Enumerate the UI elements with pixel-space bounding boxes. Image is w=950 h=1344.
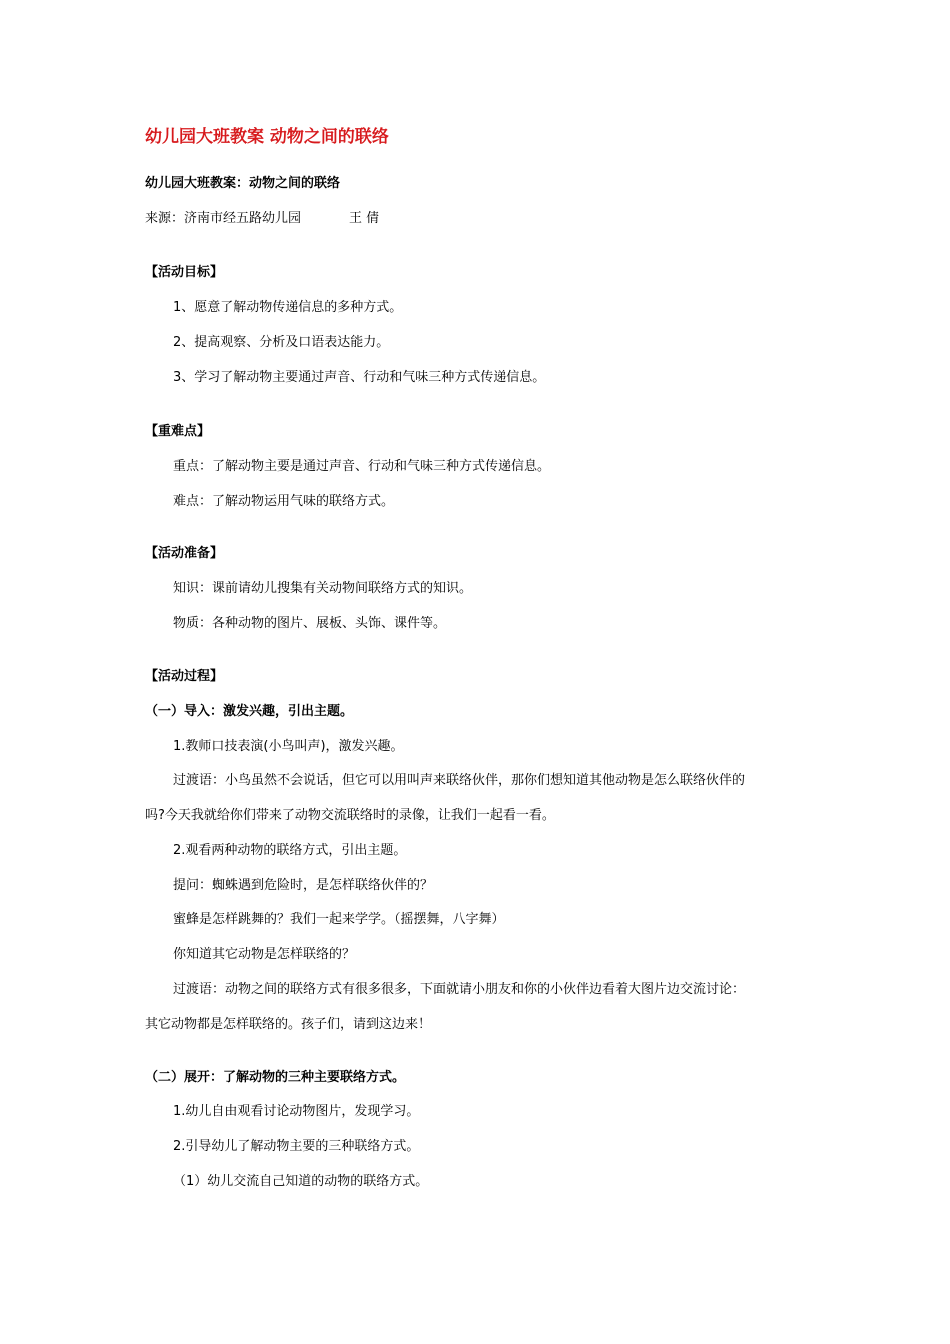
process-part1-line: 1.教师口技表演(小鸟叫声)，激发兴趣。	[173, 739, 404, 754]
preparation-heading: 【活动准备】	[145, 546, 224, 561]
process-part1-line: 蜜蜂是怎样跳舞的？我们一起来学学。（摇摆舞，八字舞）	[173, 912, 505, 927]
process-part1-line: 吗?今天我就给你们带来了动物交流联络时的录像，让我们一起看一看。	[145, 808, 555, 823]
source-label: 来源：济南市经五路幼儿园	[145, 211, 302, 226]
process-part1-line: 提问：蜘蛛遇到危险时，是怎样联络伙伴的？	[173, 878, 434, 893]
process-part1-line: 2.观看两种动物的联络方式，引出主题。	[173, 843, 407, 858]
process-part2-heading: （二）展开：了解动物的三种主要联络方式。	[145, 1070, 406, 1085]
author-name: 王 倩	[349, 211, 380, 226]
process-part1-line: 其它动物都是怎样联络的。孩子们，请到这边来！	[145, 1017, 432, 1032]
goal-item: 1、愿意了解动物传递信息的多种方式。	[173, 300, 403, 315]
key-points-heading: 【重难点】	[145, 424, 211, 439]
goal-item: 2、提高观察、分析及口语表达能力。	[173, 335, 390, 350]
process-heading: 【活动过程】	[145, 669, 224, 684]
process-part1-heading: （一）导入：激发兴趣，引出主题。	[145, 704, 354, 719]
goal-item: 3、学习了解动物主要通过声音、行动和气味三种方式传递信息。	[173, 370, 546, 385]
process-part1-line: 过渡语：小鸟虽然不会说话，但它可以用叫声来联络伙伴，那你们想知道其他动物是怎么联络伙伴的	[173, 773, 746, 788]
key-point-item: 重点：了解动物主要是通过声音、行动和气味三种方式传递信息。	[173, 459, 551, 474]
key-point-item: 难点：了解动物运用气味的联络方式。	[173, 494, 395, 509]
preparation-item: 知识：课前请幼儿搜集有关动物间联络方式的知识。	[173, 581, 473, 596]
process-part2-line: （1）幼儿交流自己知道的动物的联络方式。	[173, 1174, 429, 1189]
document-title: 幼儿园大班教案 动物之间的联络	[145, 127, 389, 147]
process-part2-line: 2.引导幼儿了解动物主要的三种联络方式。	[173, 1139, 420, 1154]
preparation-item: 物质：各种动物的图片、展板、头饰、课件等。	[173, 616, 447, 631]
goals-heading: 【活动目标】	[145, 265, 224, 280]
process-part1-line: 你知道其它动物是怎样联络的？	[173, 947, 356, 962]
document-subtitle: 幼儿园大班教案：动物之间的联络	[145, 176, 341, 191]
process-part2-line: 1.幼儿自由观看讨论动物图片，发现学习。	[173, 1104, 420, 1119]
process-part1-line: 过渡语：动物之间的联络方式有很多很多，下面就请小朋友和你的小伙伴边看着大图片边交流讨论：	[173, 982, 746, 997]
source-line	[145, 210, 379, 228]
